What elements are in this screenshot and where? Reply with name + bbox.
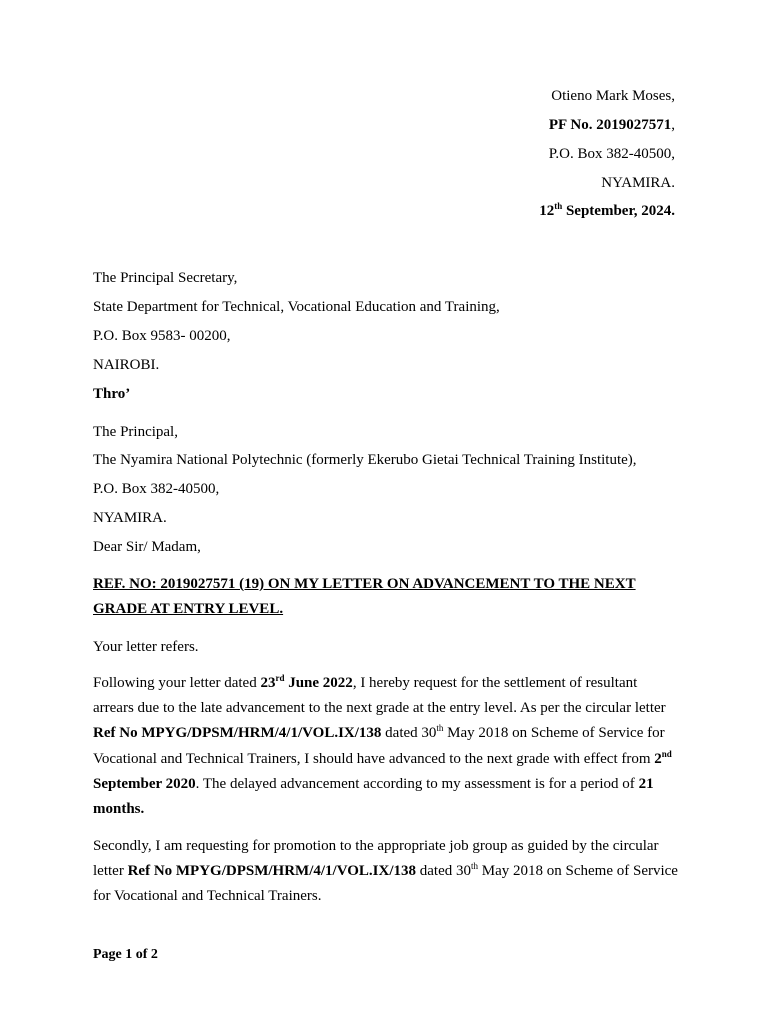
- thro-label: Thro’: [93, 386, 131, 402]
- para1-date-rest: June 2022: [284, 675, 353, 691]
- para1-text-1: Following your letter dated: [93, 675, 261, 691]
- subject-heading-line2: GRADE AT ENTRY LEVEL.: [93, 601, 284, 617]
- para1-text-2: , I hereby request for the settlement of resultant arrears due to the late advancement to the next grade at the entry level. As per the circular letter: [93, 675, 666, 717]
- para1-date-bold: [260, 675, 352, 691]
- letter-date: [539, 203, 675, 220]
- page-footer: Page 1 of 2: [93, 947, 158, 962]
- pf-number-suffix: ,: [671, 117, 675, 133]
- para2-text-1: Secondly, I am requesting for promotion to the appropriate job group as guided by the circular letter: [93, 838, 659, 880]
- sender-pf-number: [549, 117, 675, 134]
- recipient-title: The Principal Secretary,: [93, 270, 238, 286]
- para2-text-2: dated 30: [416, 863, 471, 880]
- para1-text-5: . The delayed advancement according to my assessment is for a period of: [195, 775, 639, 792]
- through-institution: The Nyamira National Polytechnic (formerly Ekerubo Gietai Technical Training Institute),: [93, 452, 637, 468]
- sender-name: Otieno Mark Moses,: [551, 88, 675, 104]
- para2-text-3: May 2018 on Scheme of Service for Vocational and Technical Trainers.: [93, 863, 678, 905]
- para1-date-suffix: rd: [275, 673, 285, 683]
- para2-text-2-suffix: th: [470, 861, 478, 872]
- salutation: Dear Sir/ Madam,: [93, 539, 201, 555]
- para1-text-3: dated 30: [381, 725, 437, 742]
- date-rest: September, 2024.: [562, 203, 675, 219]
- para1-date-day: 23: [260, 675, 276, 691]
- body-paragraph-1: [93, 671, 678, 822]
- para2-circular-ref: Ref No MPYG/DPSM/HRM/4/1/VOL.IX/138: [127, 863, 416, 880]
- pf-number-label: PF No. 2019027571: [548, 117, 672, 133]
- para1-effect-rest: September 2020: [93, 775, 196, 792]
- body-paragraph-2: [93, 834, 678, 910]
- opening-line: Your letter refers.: [93, 639, 199, 655]
- para1-text-4: May 2018 on Scheme of Service for Vocational and Technical Trainers, I should have advanced to the next grade with effect from: [93, 725, 665, 767]
- sender-town: NYAMIRA.: [601, 175, 675, 191]
- para1-effect-day: 2: [654, 750, 662, 767]
- recipient-po-box: P.O. Box 9583- 00200,: [93, 328, 231, 344]
- date-suffix: th: [554, 201, 563, 211]
- para1-effect-suffix: nd: [661, 748, 672, 759]
- para1-period-bold: 21 months.: [93, 775, 654, 818]
- recipient-department: State Department for Technical, Vocational Education and Training,: [93, 299, 500, 315]
- through-town: NYAMIRA.: [93, 510, 167, 526]
- recipient-town: NAIROBI.: [93, 357, 160, 373]
- para1-text-3-suffix: th: [436, 723, 444, 734]
- through-po-box: P.O. Box 382-40500,: [93, 481, 220, 497]
- sender-po-box: P.O. Box 382-40500,: [548, 146, 675, 162]
- para1-circular-ref: Ref No MPYG/DPSM/HRM/4/1/VOL.IX/138: [93, 725, 382, 742]
- date-day: 12: [539, 203, 555, 219]
- subject-heading-line1: REF. NO: 2019027571 (19) ON MY LETTER ON ADVANCEMENT TO THE NEXT: [93, 576, 636, 592]
- through-title: The Principal,: [93, 424, 178, 440]
